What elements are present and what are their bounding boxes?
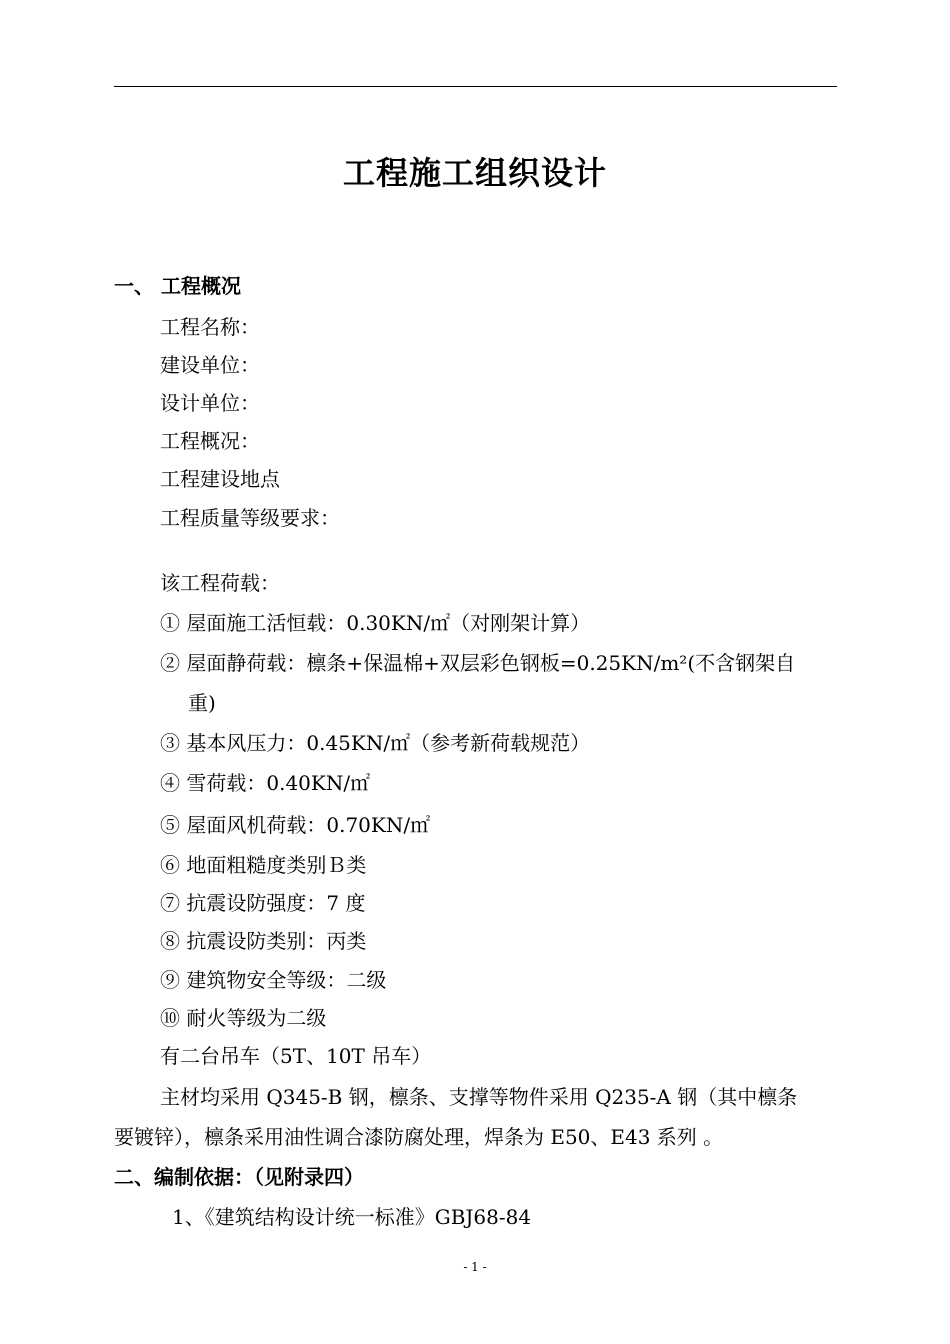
- load-item-continuation: 重): [188, 691, 216, 715]
- field-overview: 工程概况：: [160, 429, 260, 453]
- loads-intro: 该工程荷载：: [160, 571, 280, 595]
- load-item: ③ 基本风压力：0.45KN/㎡（参考新荷载规范）: [160, 731, 591, 755]
- load-item: ⑤ 屋面风机荷载：0.70KN/㎡: [160, 813, 431, 837]
- page-number: - 1 -: [463, 1260, 487, 1274]
- load-item: ① 屋面施工活恒载：0.30KN/㎡（对刚架计算）: [160, 611, 591, 635]
- materials-paragraph-line1: 主材均采用 Q345-B 钢，檩条、支撑等物件采用 Q235-A 钢（其中檩条: [160, 1085, 798, 1109]
- header-rule: [114, 86, 837, 87]
- load-item: ④ 雪荷载：0.40KN/㎡: [160, 771, 371, 795]
- load-item: ⑧ 抗震设防类别：丙类: [160, 929, 367, 953]
- field-project-name: 工程名称：: [160, 315, 260, 339]
- section-heading-basis: 二、编制依据：（见附录四）: [114, 1165, 364, 1189]
- field-owner: 建设单位：: [160, 353, 260, 377]
- load-item: ⑩ 耐火等级为二级: [160, 1006, 327, 1030]
- materials-paragraph-line2: 要镀锌），檩条采用油性调合漆防腐处理，焊条为 E50、E43 系列 。: [114, 1125, 724, 1149]
- field-designer: 设计单位：: [160, 391, 260, 415]
- load-item: ⑦ 抗震设防强度：7 度: [160, 891, 366, 915]
- basis-item: 1、《建筑结构设计统一标准》GBJ68-84: [172, 1205, 532, 1229]
- load-item: ② 屋面静荷载：檩条+保温棉+双层彩色钢板=0.25KN/m²(不含钢架自: [160, 651, 796, 675]
- field-quality-grade: 工程质量等级要求：: [160, 506, 340, 530]
- load-item: ⑨ 建筑物安全等级：二级: [160, 968, 387, 992]
- section-heading-overview: 一、 工程概况: [114, 274, 241, 298]
- cranes-note: 有二台吊车（5T、10T 吊车）: [160, 1044, 432, 1068]
- field-location: 工程建设地点: [160, 467, 280, 491]
- document-title: 工程施工组织设计: [342, 154, 607, 192]
- load-item: ⑥ 地面粗糙度类别Ｂ类: [160, 853, 367, 877]
